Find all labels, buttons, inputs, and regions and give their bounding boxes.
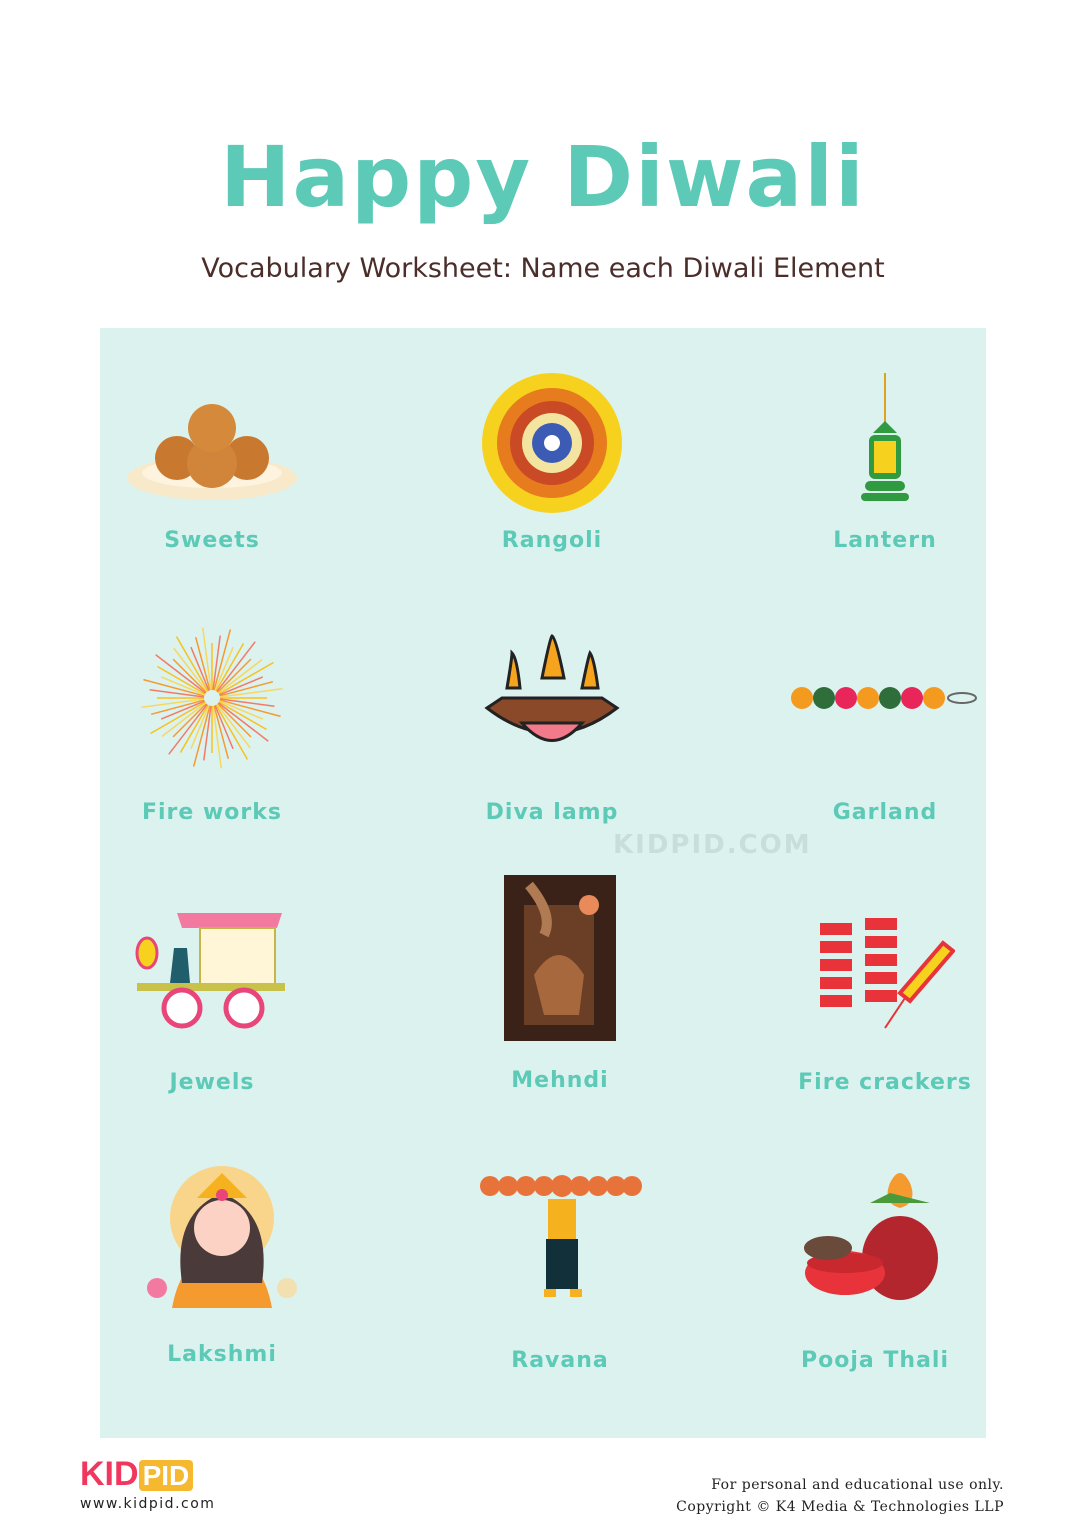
vocabulary-panel [100, 328, 986, 1438]
copyright: Copyright © K4 Media & Technologies LLP [676, 1499, 1004, 1515]
item-garland [735, 623, 1035, 825]
ravana-icon [410, 1158, 710, 1308]
item-fireworks [62, 623, 362, 825]
item-label: Lantern [833, 528, 937, 553]
sweets-icon [62, 368, 362, 518]
item-mehndi [410, 873, 710, 1093]
logo-kid: KID [80, 1455, 139, 1493]
pooja-thali-icon [725, 1158, 1025, 1308]
page-subtitle: Vocabulary Worksheet: Name each Diwali Element [201, 253, 885, 284]
mehndi-photo [410, 873, 710, 1043]
fire-crackers-icon [735, 898, 1035, 1048]
item-label: Lakshmi [167, 1342, 277, 1367]
logo-pid: PID [139, 1460, 194, 1491]
item-label: Pooja Thali [801, 1348, 949, 1373]
diva-lamp-icon [402, 623, 702, 773]
usage-notice: For personal and educational use only. [711, 1477, 1004, 1493]
item-label: Diva lamp [485, 800, 619, 825]
item-label: Sweets [164, 528, 260, 553]
item-fire-crackers [735, 898, 1035, 1095]
watermark: KIDPID.COM [613, 830, 812, 860]
item-rangoli [402, 368, 702, 553]
item-label: Mehndi [511, 1068, 609, 1093]
rangoli-icon [402, 368, 702, 518]
item-label: Garland [832, 800, 938, 825]
website-url[interactable]: www.kidpid.com [80, 1496, 216, 1512]
item-jewels [62, 878, 362, 1095]
item-label: Ravana [511, 1348, 609, 1373]
item-label: Jewels [169, 1070, 255, 1095]
footer-notice [676, 1474, 1004, 1518]
item-pooja-thali [725, 1158, 1025, 1373]
item-ravana [410, 1158, 710, 1373]
fireworks-icon [62, 623, 362, 773]
item-label: Rangoli [501, 528, 603, 553]
item-lakshmi [72, 1150, 372, 1367]
lakshmi-icon [72, 1150, 372, 1315]
item-lantern [735, 368, 1035, 553]
page-title: Happy Diwali [220, 128, 866, 226]
item-diva-lamp [402, 623, 702, 825]
garland-icon [735, 623, 1035, 773]
kidpid-logo[interactable] [80, 1455, 215, 1512]
item-sweets [62, 368, 362, 553]
item-label: Fire crackers [798, 1070, 972, 1095]
lantern-icon [735, 368, 1035, 518]
item-label: Fire works [141, 800, 282, 825]
jewels-cart-icon [62, 878, 362, 1048]
